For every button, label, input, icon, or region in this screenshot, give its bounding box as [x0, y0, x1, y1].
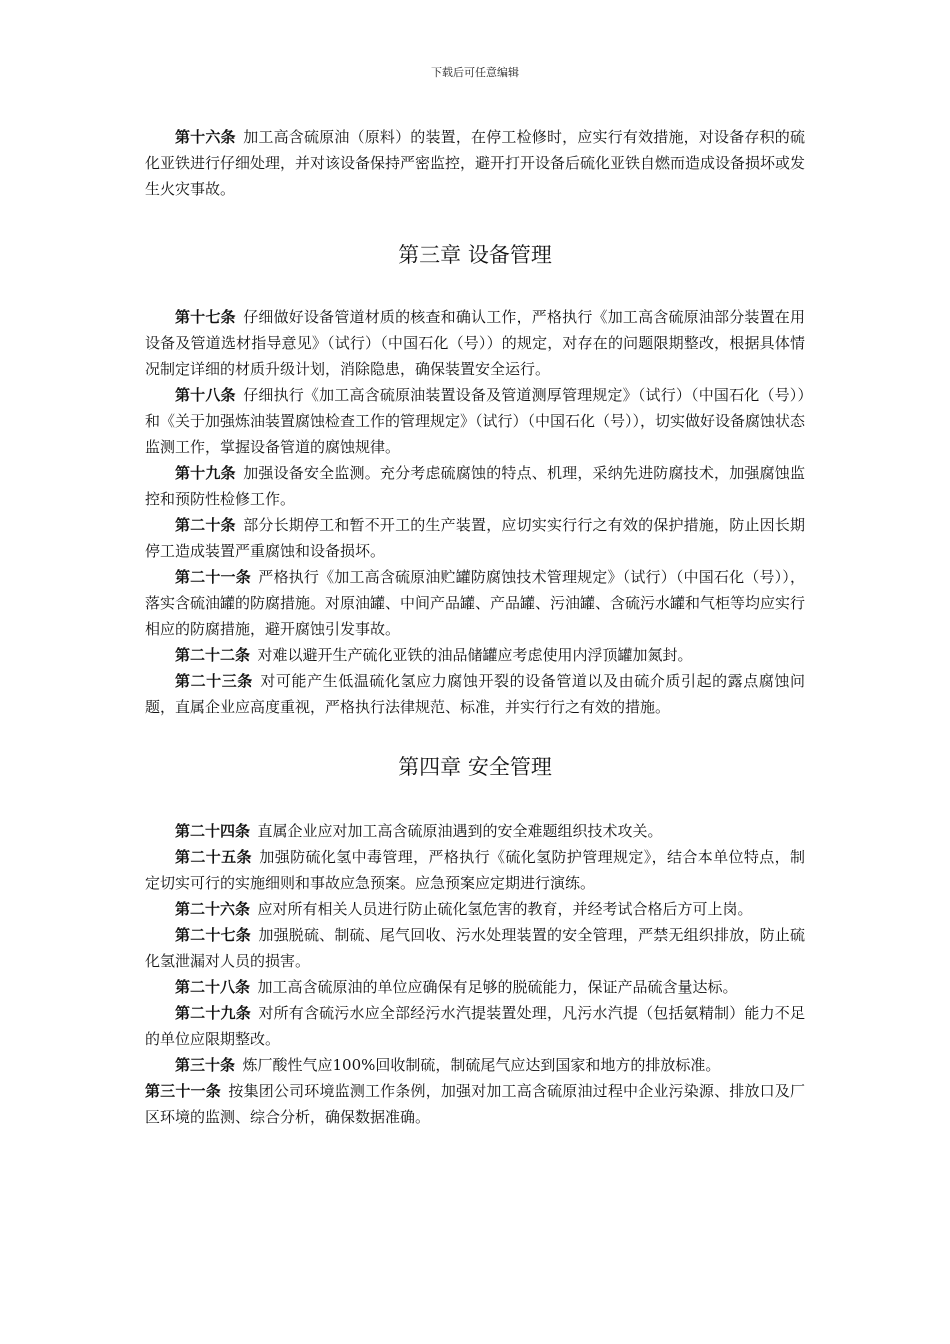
- article-31: [145, 1078, 805, 1130]
- article-27: [145, 922, 805, 974]
- article-26: [145, 896, 805, 922]
- article-body: 对所有含硫污水应全部经污水汽提装置处理，凡污水汽提（包括氨精制）能力不足的单位应限期整改。: [145, 1004, 805, 1048]
- article-title: 第三十条: [175, 1056, 236, 1074]
- article-title: 第二十八条: [175, 978, 251, 996]
- article-body: 仔细执行《加工高含硫原油装置设备及管道测厚管理规定》（试行）（中国石化（号））和《关于加强炼油装置腐蚀检查工作的管理规定》（试行）（中国石化（号）），切实做好设备腐蚀状态监测工作，掌握设备管道的腐蚀规律。: [145, 386, 806, 456]
- article-21: [145, 564, 805, 642]
- article-body: 直属企业应对加工高含硫原油遇到的安全难题组织技术攻关。: [257, 822, 663, 840]
- chapter-heading-4: 第四章 安全管理: [398, 755, 552, 779]
- article-title: 第十七条: [175, 308, 236, 326]
- article-body: 对难以避开生产硫化亚铁的油品储罐应考虑使用内浮顶罐加氮封。: [257, 646, 693, 664]
- article-title: 第十九条: [175, 464, 236, 482]
- article-body: 严格执行《加工高含硫原油贮罐防腐蚀技术管理规定》（试行）（中国石化（号）），落实含硫油罐的防腐措施。对原油罐、中间产品罐、产品罐、污油罐、含硫污水罐和气柜等均应实行相应的防腐措施，避开腐蚀引发事故。: [145, 568, 806, 638]
- article-22: [145, 642, 805, 668]
- document-body: [145, 124, 805, 1130]
- article-title: 第十六条: [175, 128, 236, 146]
- article-title: 第二十七条: [175, 926, 251, 944]
- article-body: 炼厂酸性气应100%回收制硫，制硫尾气应达到国家和地方的排放标准。: [242, 1056, 721, 1074]
- article-title: 第二十五条: [175, 848, 252, 866]
- article-23: [145, 668, 805, 720]
- article-body: 加工高含硫原油（原料）的装置，在停工检修时，应实行有效措施，对设备存积的硫化亚铁进行仔细处理，并对该设备保持严密监控，避开打开设备后硫化亚铁自燃而造成设备损坏或发生火灾事故。: [145, 128, 806, 198]
- article-body: 加强设备安全监测。充分考虑硫腐蚀的特点、机理，采纳先进防腐技术，加强腐蚀监控和预防性检修工作。: [145, 464, 805, 508]
- article-body: 仔细做好设备管道材质的核查和确认工作，严格执行《加工高含硫原油部分装置在用设备及管道选材指导意见》（试行）（中国石化（号））的规定，对存在的问题限期整改，根据具体情况制定详细的材质升级计划，消除隐患，确保装置安全运行。: [145, 308, 805, 378]
- article-title: 第二十四条: [175, 822, 251, 840]
- article-17: [145, 304, 805, 382]
- article-title: 第三十一条: [145, 1082, 221, 1100]
- article-body: 应对所有相关人员进行防止硫化氢危害的教育，并经考试合格后方可上岗。: [257, 900, 753, 918]
- chapter-heading-3: 第三章 设备管理: [398, 243, 552, 267]
- article-title: 第二十三条: [175, 672, 253, 690]
- article-body: 部分长期停工和暂不开工的生产装置，应切实实行行之有效的保护措施，防止因长期停工造成装置严重腐蚀和设备损坏。: [145, 516, 805, 560]
- article-body: 加强防硫化氢中毒管理，严格执行《硫化氢防护管理规定》，结合本单位特点，制定切实可行的实施细则和事故应急预案。应急预案应定期进行演练。: [145, 848, 805, 892]
- article-body: 按集团公司环境监测工作条例，加强对加工高含硫原油过程中企业污染源、排放口及厂区环境的监测、综合分析，确保数据准确。: [145, 1082, 805, 1126]
- article-body: 对可能产生低温硫化氢应力腐蚀开裂的设备管道以及由硫介质引起的露点腐蚀问题，直属企业应高度重视，严格执行法律规范、标准，并实行行之有效的措施。: [145, 672, 805, 716]
- article-body: 加工高含硫原油的单位应确保有足够的脱硫能力，保证产品硫含量达标。: [257, 978, 738, 996]
- article-24: [145, 818, 805, 844]
- article-30: [145, 1052, 805, 1078]
- page-header: 下载后可任意编辑: [431, 66, 519, 79]
- article-title: 第二十六条: [175, 900, 251, 918]
- article-18: [145, 382, 805, 460]
- article-title: 第二十一条: [175, 568, 251, 586]
- article-28: [145, 974, 805, 1000]
- article-title: 第十八条: [175, 386, 236, 404]
- article-16: [145, 124, 805, 202]
- article-25: [145, 844, 805, 896]
- article-20: [145, 512, 805, 564]
- article-body: 加强脱硫、制硫、尾气回收、污水处理装置的安全管理，严禁无组织排放，防止硫化氢泄漏对人员的损害。: [145, 926, 805, 970]
- article-title: 第二十九条: [175, 1004, 251, 1022]
- article-title: 第二十条: [175, 516, 236, 534]
- article-29: [145, 1000, 805, 1052]
- article-19: [145, 460, 805, 512]
- article-title: 第二十二条: [175, 646, 251, 664]
